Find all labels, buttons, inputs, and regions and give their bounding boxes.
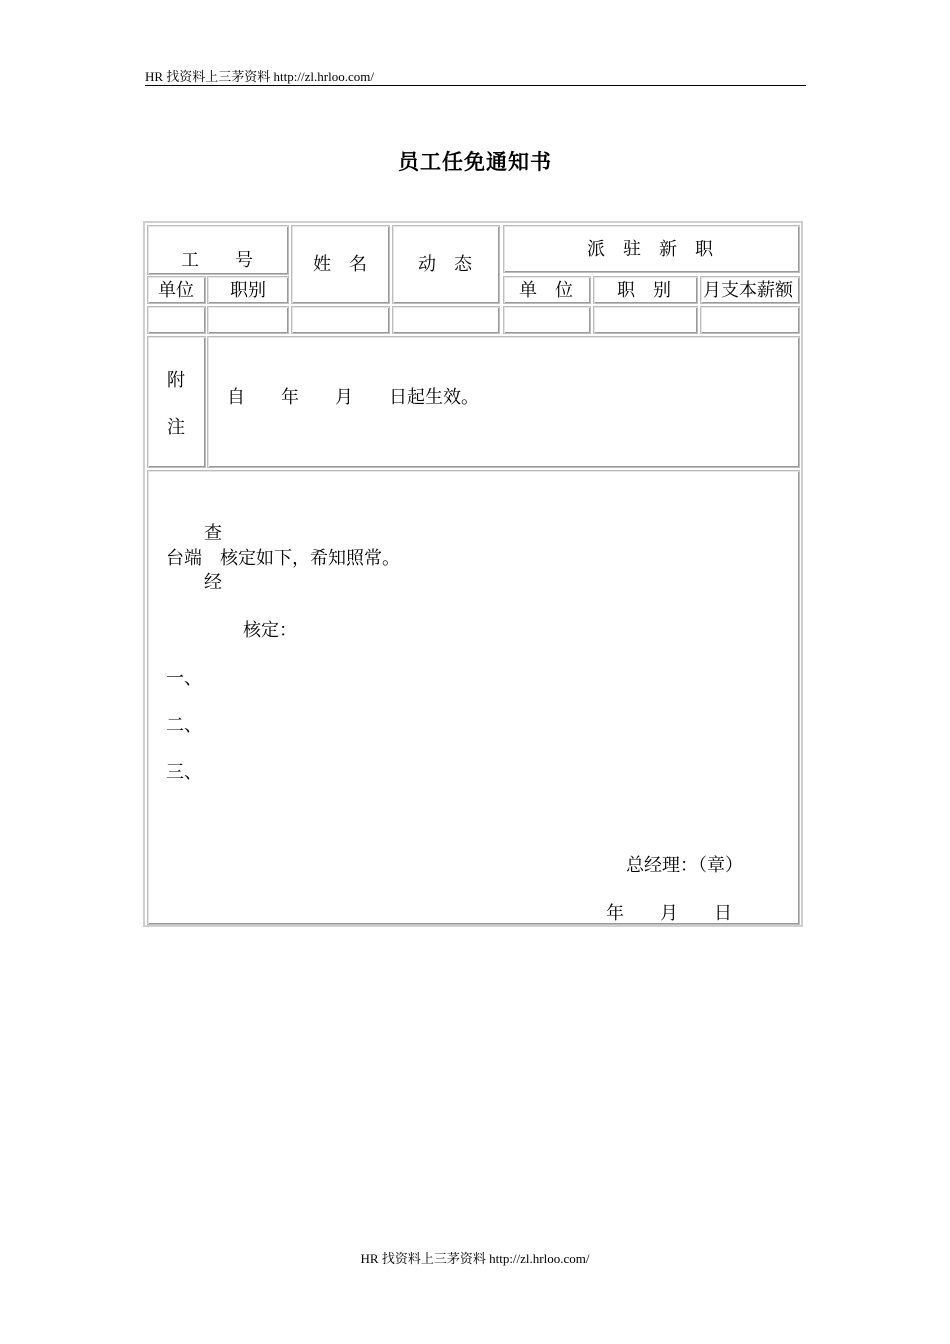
status-label: 动 态 [418, 254, 472, 274]
remarks-label-2: 注 [167, 417, 185, 437]
salary-label: 月支本薪额 [703, 280, 793, 300]
item-3: 三、 [166, 762, 202, 782]
approved-label: 核定： [243, 620, 297, 640]
rank-label: 职别 [230, 280, 266, 300]
input-name[interactable] [291, 306, 390, 334]
effective-date-text: 自 年 月 日起生效。 [227, 387, 479, 407]
input-rank[interactable] [207, 306, 289, 334]
footer-text: HR 找资料上三茅资料 http://zl.hrloo.com/ [360, 1251, 590, 1266]
name-label: 姓 名 [313, 254, 367, 274]
cell-remarks-label [147, 336, 206, 468]
remarks-label-1: 附 [167, 370, 185, 390]
body-cha: 查 [204, 523, 222, 543]
gonghao-label: 工 号 [181, 250, 253, 270]
input-status[interactable] [392, 306, 500, 334]
input-unit[interactable] [147, 306, 206, 334]
body-jing: 经 [204, 572, 222, 592]
new-post-label: 派 驻 新 职 [587, 239, 713, 259]
header-text: HR 找资料上三茅资料 http://zl.hrloo.com/ [145, 69, 374, 84]
header-rule [145, 85, 806, 86]
input-new-rank[interactable] [593, 306, 698, 334]
unit-label: 单位 [158, 280, 194, 300]
input-new-unit[interactable] [503, 306, 591, 334]
item-1: 一、 [166, 668, 202, 688]
signature-date: 年 月 日 [606, 903, 732, 923]
new-unit-label: 单 位 [519, 280, 573, 300]
general-manager-signature: 总经理：（章） [626, 855, 743, 875]
new-rank-label: 职 别 [617, 280, 671, 300]
body-main-line: 台端 核定如下，希知照常。 [166, 548, 400, 568]
document-title: 员工任免通知书 [398, 150, 552, 174]
input-salary[interactable] [700, 306, 800, 334]
item-2: 二、 [166, 715, 202, 735]
